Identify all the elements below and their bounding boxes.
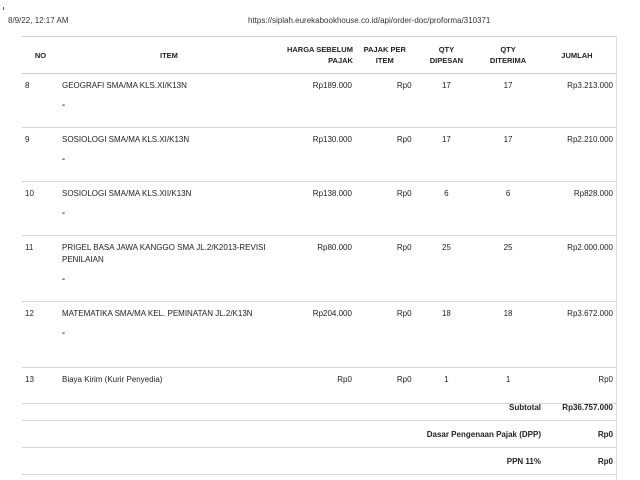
row-jumlah: Rp3.213.000	[567, 81, 613, 90]
dpp-value: Rp0	[544, 421, 616, 448]
dpp-label: Dasar Pengenaan Pajak (DPP)	[22, 421, 544, 448]
table-row	[22, 74, 616, 128]
subtotal-value: Rp36.757.000	[544, 394, 616, 421]
row-no: 9	[25, 135, 30, 144]
row-qty-dipesan: 25	[441, 243, 451, 252]
header-qty-dipesan-line2: DIPESAN	[429, 56, 464, 65]
row-harga: Rp138.000	[312, 189, 352, 198]
dpp-row	[22, 421, 616, 448]
row-qty-diterima: 6	[505, 189, 511, 198]
page-right-border	[616, 36, 617, 480]
row-pajak: Rp0	[396, 309, 412, 318]
subtotal-label: Subtotal	[22, 394, 544, 421]
ppn-value: Rp0	[544, 448, 616, 475]
row-pajak: Rp0	[396, 81, 412, 90]
row-no: 10	[25, 189, 34, 198]
row-qty-dipesan: 1	[444, 375, 449, 384]
row-harga: Rp80.000	[317, 243, 352, 252]
header-qty-diterima-line2: DITERIMA	[489, 56, 527, 65]
table-row	[22, 302, 616, 368]
row-item: SOSIOLOGI SMA/MA KLS.XII/K13N	[61, 189, 192, 198]
row-item-note: ""	[61, 279, 65, 285]
row-item-note: ""	[61, 159, 65, 165]
ppn-label: PPN 11%	[22, 448, 544, 475]
row-qty-diterima: 18	[503, 309, 513, 318]
row-qty-diterima: 25	[503, 243, 513, 252]
header-pajak-line2: ITEM	[375, 56, 394, 65]
row-pajak: Rp0	[396, 375, 412, 384]
table-row	[22, 236, 616, 302]
header-harga	[279, 37, 355, 74]
row-no: 12	[25, 309, 34, 318]
row-item-note: ""	[61, 213, 65, 219]
header-qty-diterima-line1: QTY	[500, 45, 516, 54]
header-pajak	[355, 37, 415, 74]
row-pajak: Rp0	[396, 189, 412, 198]
header-jumlah: JUMLAH	[538, 37, 616, 74]
row-harga: Rp0	[337, 375, 352, 384]
row-item-note: ""	[61, 333, 65, 339]
header-no: NO	[22, 37, 59, 74]
row-item: MATEMATIKA SMA/MA KEL. PEMINATAN JL.2/K13N	[61, 309, 253, 318]
row-harga: Rp204.000	[312, 309, 352, 318]
row-qty-diterima: 1	[505, 375, 511, 384]
row-no: 11	[25, 243, 34, 252]
row-pajak: Rp0	[396, 135, 412, 144]
header-qty-dipesan	[415, 37, 479, 74]
row-item: PRIGEL BASA JAWA KANGGO SMA JL.2/K2013-REVISI PENILAIAN	[61, 243, 266, 264]
table-row	[22, 128, 616, 182]
row-qty-dipesan: 17	[441, 135, 451, 144]
ppn-row	[22, 448, 616, 475]
header-qty-dipesan-line1: QTY	[438, 45, 455, 54]
print-url: https://siplah.eurekabookhouse.co.id/api/order-doc/proforma/310371	[248, 16, 491, 25]
print-date: 8/9/22, 12:17 AM	[8, 16, 69, 25]
print-header	[0, 0, 640, 26]
row-qty-dipesan: 6	[444, 189, 449, 198]
row-item-note: ""	[61, 105, 65, 111]
row-harga: Rp189.000	[312, 81, 352, 90]
header-item: ITEM	[59, 37, 279, 74]
row-item: SOSIOLOGI SMA/MA KLS.XI/K13N	[61, 135, 190, 144]
row-qty-dipesan: 17	[441, 81, 451, 90]
row-jumlah: Rp0	[598, 375, 613, 384]
row-qty-dipesan: 18	[441, 309, 451, 318]
row-harga: Rp130.000	[312, 135, 352, 144]
order-summary	[22, 394, 616, 475]
order-items-table	[22, 36, 616, 404]
row-no: 8	[25, 81, 30, 90]
row-item: GEOGRAFI SMA/MA KLS.XI/K13N	[61, 81, 187, 90]
header-pajak-line1: PAJAK PER	[363, 45, 406, 54]
row-jumlah: Rp2.210.000	[567, 135, 613, 144]
table-row	[22, 182, 616, 236]
row-qty-diterima: 17	[503, 81, 513, 90]
row-jumlah: Rp2.000.000	[567, 243, 613, 252]
table-header-row	[22, 37, 616, 74]
row-jumlah: Rp828.000	[573, 189, 613, 198]
row-no: 13	[25, 375, 34, 384]
subtotal-row	[22, 394, 616, 421]
header-harga-line1: HARGA SEBELUM	[286, 45, 353, 54]
row-pajak: Rp0	[396, 243, 412, 252]
header-harga-line2: PAJAK	[328, 56, 353, 65]
row-qty-diterima: 17	[503, 135, 513, 144]
header-qty-diterima	[478, 37, 538, 74]
row-jumlah: Rp3.672.000	[567, 309, 613, 318]
row-item: Biaya Kirim (Kurir Penyedia)	[61, 375, 163, 384]
